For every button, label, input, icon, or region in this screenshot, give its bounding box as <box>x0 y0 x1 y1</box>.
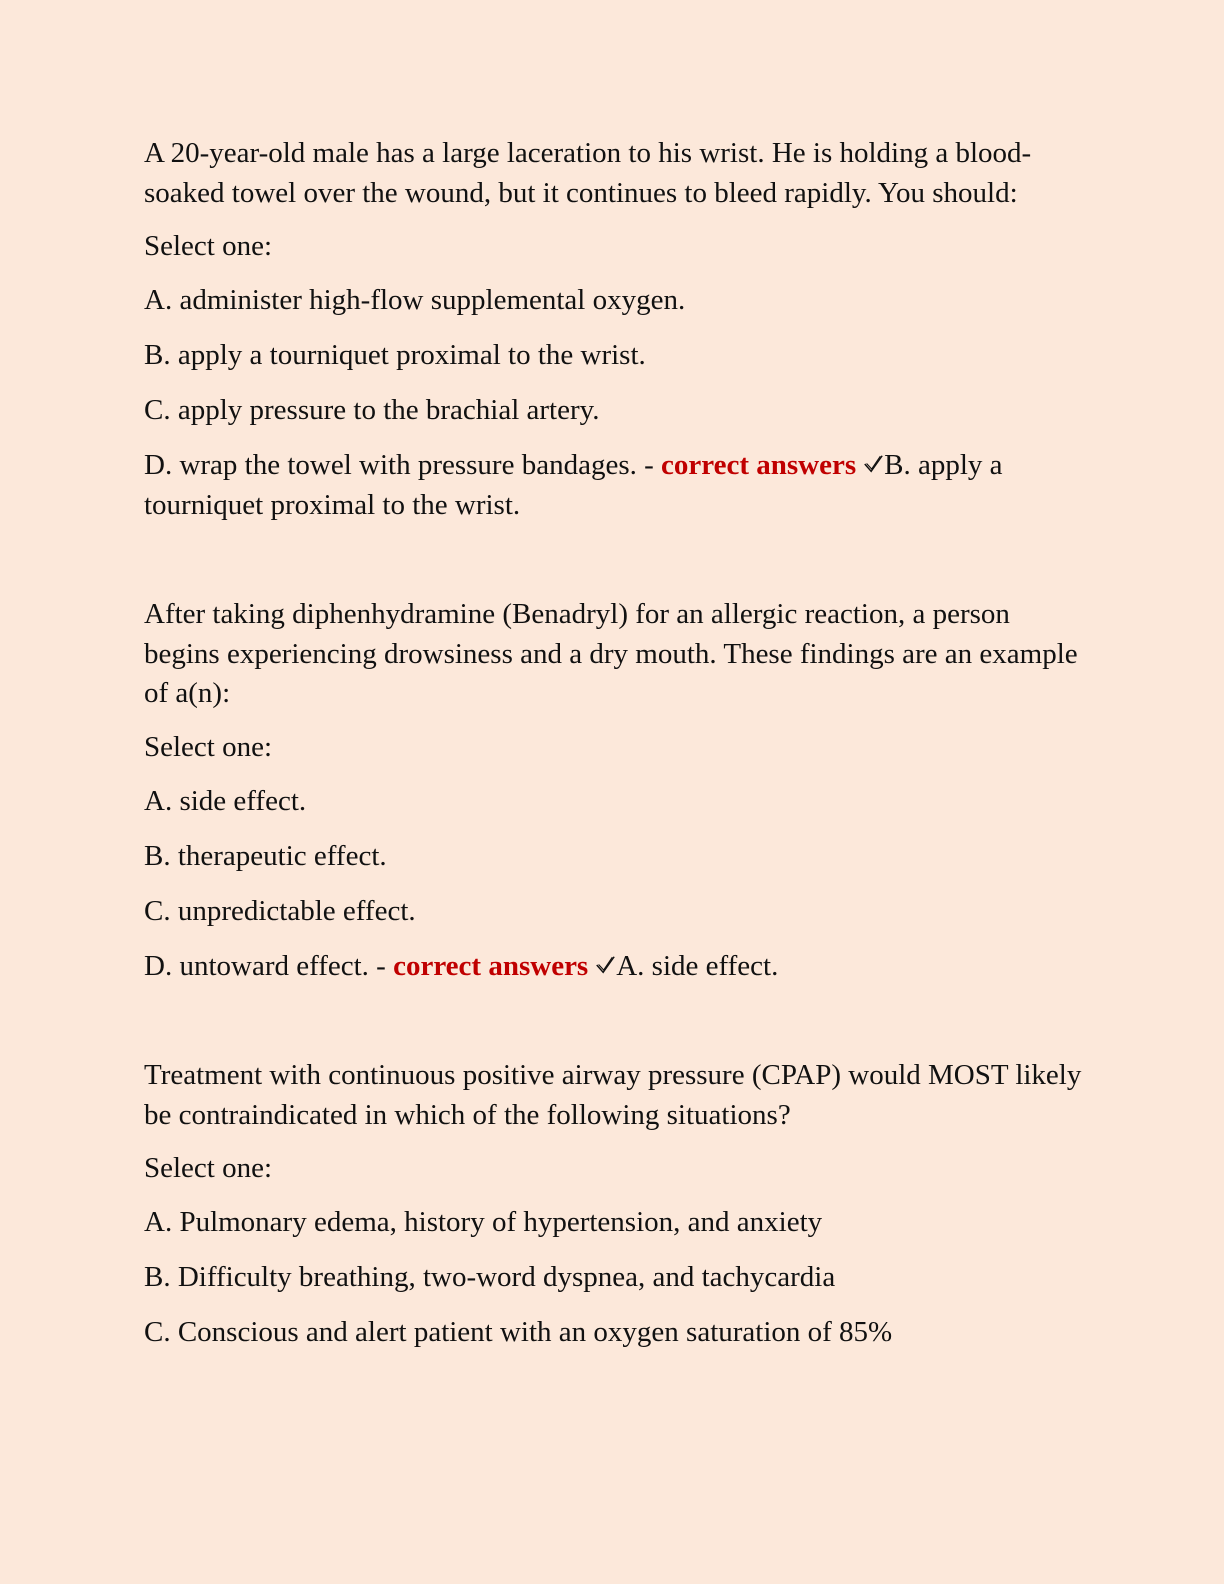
option-b: B. therapeutic effect. <box>144 839 387 872</box>
option-a: A. side effect. <box>144 784 307 817</box>
answer-text: A. side effect. <box>616 949 779 982</box>
option-a: A. Pulmonary edema, history of hypertension, and anxiety <box>144 1206 823 1238</box>
check-icon <box>862 453 884 475</box>
select-one-label: Select one: <box>144 1152 273 1184</box>
question-text: A 20-year-old male has a large laceration to his wrist. He is holding a blood-soaked towel over the wound, but it continues to bleed rapidly. You should: <box>144 137 1032 209</box>
option-b: B. apply a tourniquet proximal to the wrist. <box>144 339 646 371</box>
option-b: B. Difficulty breathing, two-word dyspnea, and tachycardia <box>144 1261 836 1293</box>
option-c: C. unpredictable effect. <box>144 894 416 927</box>
question-1 <box>144 134 1084 525</box>
question-3 <box>144 1056 1084 1352</box>
option-d-with-answer <box>144 446 1084 525</box>
check-icon <box>594 954 616 976</box>
option-a: A. administer high-flow supplemental oxygen. <box>144 284 686 316</box>
document-page <box>144 134 1084 1368</box>
question-text: Treatment with continuous positive airway pressure (CPAP) would MOST likely be contraindicated in which of the following situations? <box>144 1059 1082 1131</box>
option-d: D. wrap the towel with pressure bandages. - <box>144 449 662 481</box>
option-c: C. apply pressure to the brachial artery. <box>144 394 600 426</box>
question-text: After taking diphenhydramine (Benadryl) for an allergic reaction, a person begins experiencing drowsiness and a dry mouth. These findings are an example of a(n): <box>144 598 1078 709</box>
question-2 <box>144 595 1084 986</box>
select-one-label: Select one: <box>144 730 273 763</box>
answer-text: B. apply a tourniquet proximal to the wrist. <box>144 449 1003 521</box>
correct-answers-label: correct answers <box>661 449 857 481</box>
select-one-label: Select one: <box>144 230 273 262</box>
option-d: D. untoward effect. - <box>144 949 394 982</box>
correct-answers-label: correct answers <box>393 949 589 982</box>
option-d-with-answer <box>144 947 1084 987</box>
option-c: C. Conscious and alert patient with an oxygen saturation of 85% <box>144 1316 893 1348</box>
